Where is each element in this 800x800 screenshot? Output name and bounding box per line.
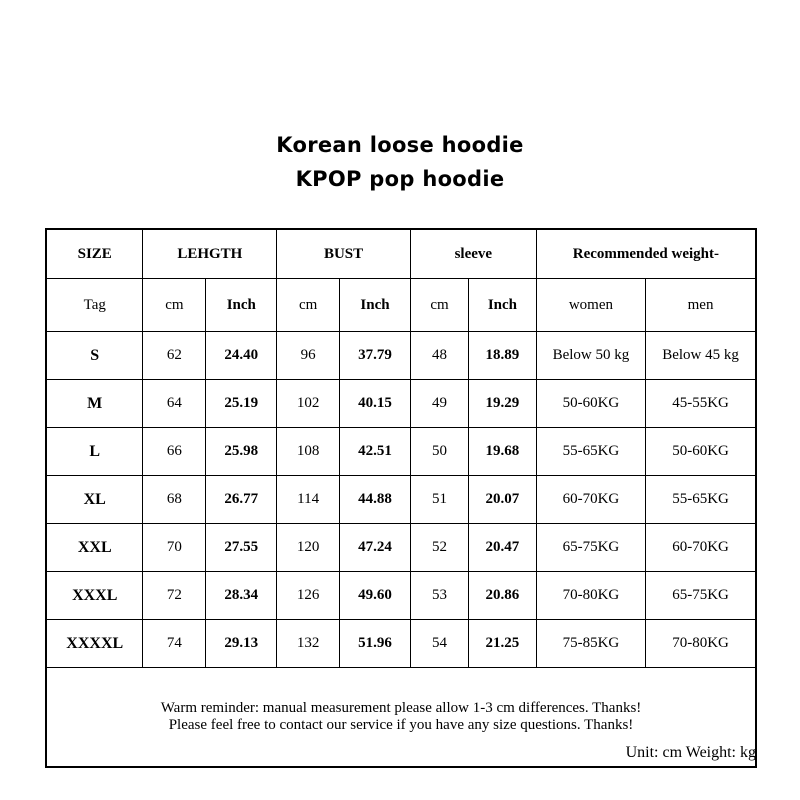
- cell-bust-inch: 51.96: [340, 620, 411, 668]
- title-line-1: Korean loose hoodie: [276, 133, 524, 157]
- cell-length-inch: 25.19: [206, 380, 277, 428]
- cell-size: L: [47, 428, 143, 476]
- cell-sleeve-inch: 19.29: [469, 380, 537, 428]
- cell-length-cm: 64: [143, 380, 206, 428]
- title-line-2: KPOP pop hoodie: [295, 167, 505, 191]
- cell-length-cm: 70: [143, 524, 206, 572]
- header-women: women: [536, 279, 645, 332]
- header-bust: BUST: [277, 230, 411, 279]
- header-bust-cm: cm: [277, 279, 340, 332]
- cell-size: XXXL: [47, 572, 143, 620]
- table-header-sub-row: [47, 279, 755, 332]
- cell-size: XXL: [47, 524, 143, 572]
- cell-sleeve-cm: 53: [410, 572, 468, 620]
- header-sleeve-inch: Inch: [469, 279, 537, 332]
- header-length-cm: cm: [143, 279, 206, 332]
- cell-sleeve-inch: 20.47: [469, 524, 537, 572]
- cell-sleeve-cm: 54: [410, 620, 468, 668]
- table-row: [47, 572, 755, 620]
- table-row: [47, 476, 755, 524]
- cell-size: S: [47, 332, 143, 380]
- cell-bust-cm: 126: [277, 572, 340, 620]
- cell-sleeve-cm: 51: [410, 476, 468, 524]
- size-table-container: [45, 228, 757, 768]
- note-line-2: Please feel free to contact our service if you have any size questions. Thanks!: [168, 717, 634, 733]
- cell-women: 75-85KG: [536, 620, 645, 668]
- cell-length-cm: 72: [143, 572, 206, 620]
- cell-men: Below 45 kg: [646, 332, 755, 380]
- cell-length-cm: 68: [143, 476, 206, 524]
- cell-length-inch: 24.40: [206, 332, 277, 380]
- cell-men: 50-60KG: [646, 428, 755, 476]
- cell-bust-inch: 42.51: [340, 428, 411, 476]
- cell-size: XL: [47, 476, 143, 524]
- cell-length-inch: 26.77: [206, 476, 277, 524]
- table-row: [47, 380, 755, 428]
- cell-sleeve-inch: 18.89: [469, 332, 537, 380]
- header-tag: Tag: [47, 279, 143, 332]
- cell-women: 55-65KG: [536, 428, 645, 476]
- table-row: [47, 524, 755, 572]
- cell-bust-cm: 114: [277, 476, 340, 524]
- cell-men: 60-70KG: [646, 524, 755, 572]
- cell-length-cm: 66: [143, 428, 206, 476]
- unit-footer: Unit: cm Weight: kg: [625, 744, 756, 761]
- cell-sleeve-inch: 21.25: [469, 620, 537, 668]
- cell-length-cm: 62: [143, 332, 206, 380]
- header-sleeve: sleeve: [410, 230, 536, 279]
- cell-bust-cm: 120: [277, 524, 340, 572]
- cell-men: 70-80KG: [646, 620, 755, 668]
- cell-length-inch: 29.13: [206, 620, 277, 668]
- cell-bust-inch: 49.60: [340, 572, 411, 620]
- size-table: [47, 230, 755, 766]
- cell-bust-inch: 40.15: [340, 380, 411, 428]
- cell-sleeve-cm: 48: [410, 332, 468, 380]
- cell-men: 65-75KG: [646, 572, 755, 620]
- cell-women: 65-75KG: [536, 524, 645, 572]
- cell-bust-inch: 47.24: [340, 524, 411, 572]
- header-men: men: [646, 279, 755, 332]
- cell-bust-inch: 37.79: [340, 332, 411, 380]
- cell-sleeve-cm: 52: [410, 524, 468, 572]
- table-header-top-row: [47, 230, 755, 279]
- table-row: [47, 620, 755, 668]
- cell-bust-cm: 102: [277, 380, 340, 428]
- cell-sleeve-cm: 50: [410, 428, 468, 476]
- cell-size: M: [47, 380, 143, 428]
- header-recommended-weight: Recommended weight-: [536, 230, 755, 279]
- cell-bust-cm: 96: [277, 332, 340, 380]
- page-title: [0, 128, 800, 196]
- cell-sleeve-cm: 49: [410, 380, 468, 428]
- cell-women: Below 50 kg: [536, 332, 645, 380]
- table-row: [47, 428, 755, 476]
- cell-men: 45-55KG: [646, 380, 755, 428]
- header-bust-inch: Inch: [340, 279, 411, 332]
- cell-length-inch: 27.55: [206, 524, 277, 572]
- cell-bust-cm: 108: [277, 428, 340, 476]
- note-line-1: Warm reminder: manual measurement please allow 1-3 cm differences. Thanks!: [160, 700, 642, 716]
- cell-sleeve-inch: 19.68: [469, 428, 537, 476]
- cell-women: 60-70KG: [536, 476, 645, 524]
- table-row: [47, 332, 755, 380]
- header-length-inch: Inch: [206, 279, 277, 332]
- header-length: LEHGTH: [143, 230, 277, 279]
- cell-women: 50-60KG: [536, 380, 645, 428]
- cell-bust-inch: 44.88: [340, 476, 411, 524]
- cell-sleeve-inch: 20.86: [469, 572, 537, 620]
- cell-bust-cm: 132: [277, 620, 340, 668]
- cell-length-inch: 25.98: [206, 428, 277, 476]
- cell-length-cm: 74: [143, 620, 206, 668]
- header-sleeve-cm: cm: [410, 279, 468, 332]
- cell-length-inch: 28.34: [206, 572, 277, 620]
- cell-women: 70-80KG: [536, 572, 645, 620]
- cell-men: 55-65KG: [646, 476, 755, 524]
- header-size: SIZE: [47, 230, 143, 279]
- cell-sleeve-inch: 20.07: [469, 476, 537, 524]
- cell-size: XXXXL: [47, 620, 143, 668]
